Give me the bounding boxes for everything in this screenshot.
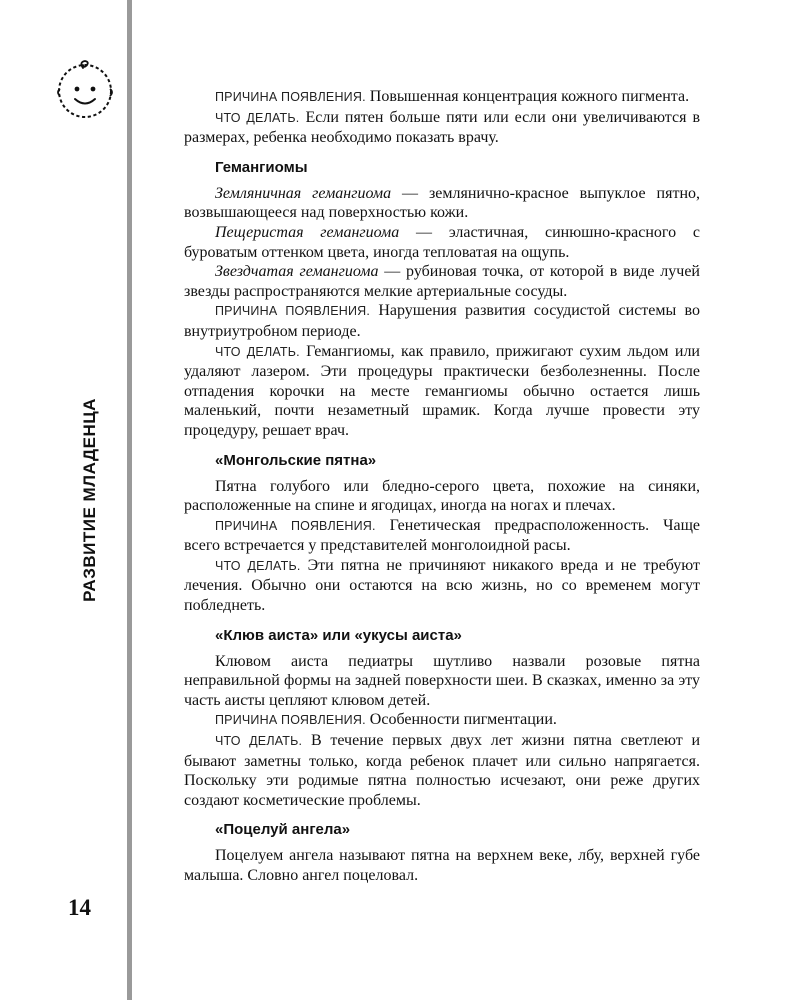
term-strawberry: Земляничная гемангиома [215, 184, 392, 202]
stork-description-paragraph: Клювом аиста педиатры шутливо назвали розовые пятна неправильной формы на задней поверхности шеи. В сказках, именно за эту часть аисты цепляют клювом детей. [184, 652, 700, 709]
cause-label: ПРИЧИНА ПОЯВЛЕНИЯ. [215, 713, 366, 728]
intro-action-paragraph [184, 108, 700, 148]
paragraph-text: Эти пятна не причиняют никакого вреда и не требуют лечения. Обычно они остаются на всю жизнь, но со временем могут побледнеть. [184, 556, 700, 615]
mongolian-cause-paragraph [184, 516, 700, 556]
hemangioma-cause-paragraph [184, 301, 700, 341]
paragraph-text: Гемангиомы, как правило, прижигают сухим льдом или удаляют лазером. Эти процедуры практически безболезненны. После отпадения корочки на месте гемангиомы обычно остается лишь маленький, почти незаметный шрамик. Когда лучше провести эту процедуру, решает врач. [184, 342, 700, 439]
angel-description-paragraph: Поцелуем ангела называют пятна на верхнем веке, лбу, верхней губе малыша. Словно ангел поцеловал. [184, 847, 700, 884]
heading-angel-kiss: «Поцелуй ангела» [215, 821, 351, 839]
stork-cause-paragraph [184, 710, 700, 731]
page-number: 14 [68, 895, 91, 920]
mongolian-description-paragraph: Пятна голубого или бледно-серого цвета, похожие на синяки, расположенные на спине и ягодицах, иногда на ногах и плечах. [184, 477, 700, 515]
paragraph-text: Нарушения развития сосудистой системы во внутриутробном периоде. [184, 302, 700, 340]
baby-face-icon [53, 58, 117, 122]
paragraph-text: Генетическая предрасположенность. Чаще всего встречается у представителей монголоидной расы. [184, 516, 700, 555]
paragraph-text: Если пятен больше пяти или если они увеличиваются в размерах, ребенка необходимо показать врачу. [184, 108, 701, 147]
strawberry-hemangioma-paragraph [184, 184, 700, 223]
action-label: ЧТО ДЕЛАТЬ. [215, 734, 303, 749]
heading-stork-bite: «Клюв аиста» или «укусы аиста» [215, 626, 462, 644]
paragraph-text: Повышенная концентрация кожного пигмента. [365, 88, 690, 105]
spider-hemangioma-paragraph [184, 262, 700, 301]
paragraph-text: — землянично-красное выпуклое пятно, возвышающееся над поверхностью кожи. [184, 184, 701, 222]
action-label: ЧТО ДЕЛАТЬ. [215, 558, 301, 573]
paragraph-text: — эластичная, синюшно-красного с буроватым оттенком цвета, иногда тепловатая на ощупь. [184, 223, 700, 261]
page-content [184, 87, 700, 886]
mongolian-action-paragraph [184, 556, 700, 616]
action-label: ЧТО ДЕЛАТЬ. [215, 110, 300, 125]
cause-label: ПРИЧИНА ПОЯВЛЕНИЯ. [215, 304, 371, 319]
paragraph-text: В течение первых двух лет жизни пятна светлеют и бывают заметны только, когда ребенок плачет или сильно напрягается. Поскольку эти родимые пятна полностью исчезают, они реже других создают косметические проблемы. [184, 732, 701, 809]
hemangioma-action-paragraph [184, 342, 700, 441]
action-label: ЧТО ДЕЛАТЬ. [215, 344, 300, 359]
section-title-vertical: РАЗВИТИЕ МЛАДЕНЦА [80, 398, 99, 602]
cause-label: ПРИЧИНА ПОЯВЛЕНИЯ. [215, 90, 366, 104]
term-cavernous: Пещеристая гемангиома [215, 223, 400, 241]
cavernous-hemangioma-paragraph [184, 223, 700, 262]
paragraph-text: Особенности пигментации. [365, 711, 557, 729]
cause-label: ПРИЧИНА ПОЯВЛЕНИЯ. [215, 518, 376, 533]
stork-action-paragraph [184, 731, 700, 810]
heading-mongolian-spots: «Монгольские пятна» [215, 451, 377, 469]
heading-hemangiomas: Гемангиомы [215, 158, 308, 176]
term-spider: Звездчатая гемангиома [215, 263, 379, 281]
margin-rule [127, 0, 132, 1000]
paragraph-text: — рубиновая точка, от которой в виде лучей звезды распространяются мелкие артериальные сосуды. [184, 263, 700, 300]
intro-cause-paragraph [184, 87, 700, 108]
